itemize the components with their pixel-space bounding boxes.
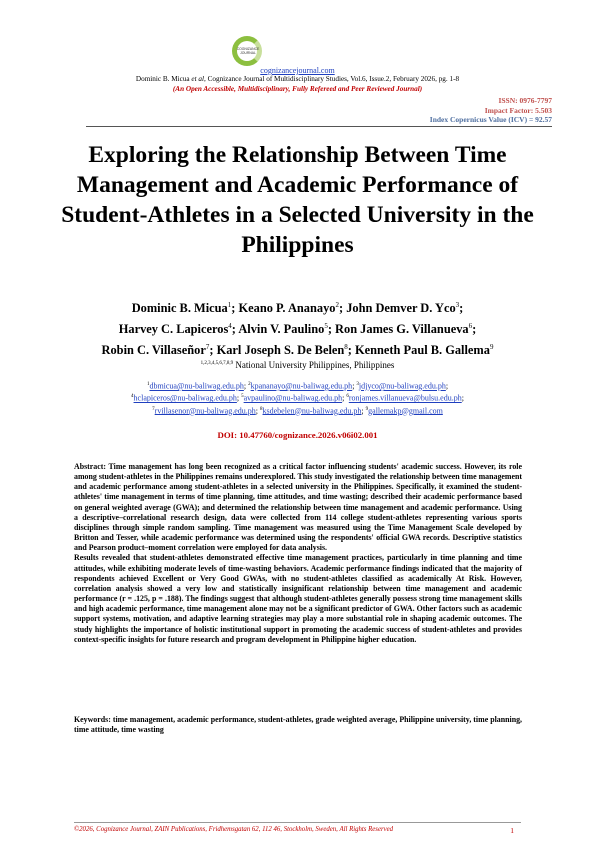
email-sup: 4	[131, 394, 134, 400]
author-sup: 6	[468, 322, 473, 331]
email-link[interactable]: dbmicua@nu-baliwag.edu.ph	[149, 381, 244, 391]
author-name: Alvin V. Paulino	[238, 322, 325, 337]
email-separator: ;	[352, 381, 357, 391]
author-separator: ;	[347, 343, 356, 358]
author-name: Harvey C. Lapiceros	[118, 322, 229, 337]
email-sup: 3	[356, 382, 359, 387]
author-name: Dominic B. Micua	[131, 301, 228, 316]
email-sup: 2	[248, 382, 251, 387]
author-name: Karl Joseph S. De Belen	[216, 343, 345, 358]
abstract-paragraph-2: Results revealed that student-athletes demonstrated effective time management practices, particularly in time planning and time attitudes, while exhibiting moderate levels of time-wasting behaviors. Academic performance findings indicated that the majority of respondents achieved Excellent or Very Good GWAs, with no student-athletes classified as academically At Risk. However, correlation analysis showed a very low and statistically insignificant relationship between time management and academic performance (r = .125, p = .188). The findings suggest that although student-athletes generally possess strong time management skills and high academic performance, time management alone may not be a significant predictor of GWA. Other factors such as academic support systems, motivation, and adaptive learning strategies may play a more substantial role in shaping academic outcomes. The study highlights the importance of holistic institutional support in promoting the academic success of student-athletes and provides context-specific insights for future research and program development in Philippine higher education.	[74, 553, 522, 644]
author-sup: 5	[324, 322, 328, 331]
author-sup: 3	[455, 301, 460, 309]
email-separator: ;	[445, 381, 449, 391]
author-separator: ;	[327, 322, 336, 337]
email-link[interactable]: rvillasenor@nu-baliwag.edu.ph	[154, 406, 256, 416]
open-access-line: (An Open Accessible, Multidisciplinary, Fully Refereed and Peer Reviewed Journal)	[172, 85, 423, 93]
journal-url-link[interactable]: cognizancejournal.com	[260, 66, 335, 75]
author-separator: ;	[459, 301, 464, 316]
email-link[interactable]: avpaulino@nu-baliwag.edu.ph	[243, 393, 343, 403]
abstract	[74, 462, 522, 645]
email-link[interactable]: hclapiceros@nu-baliwag.edu.ph	[133, 393, 237, 403]
cite-etal: et al	[191, 75, 204, 83]
author-separator: ;	[231, 322, 239, 337]
author-sup: 7	[205, 343, 210, 352]
keywords-label: Keywords:	[74, 715, 113, 724]
issn: ISSN: 0976-7797	[498, 96, 552, 105]
citation-line	[0, 75, 595, 83]
abstract-paragraph-1	[74, 462, 522, 553]
email-separator: ;	[243, 381, 249, 391]
affiliation-text: National University Philippines, Philippines	[233, 360, 395, 370]
author-name: Kenneth Paul B. Gallema	[355, 343, 490, 358]
keywords	[74, 715, 522, 735]
email-sup: 1	[146, 382, 150, 387]
email-separator: ;	[361, 406, 366, 416]
footer-divider	[74, 822, 521, 823]
email-sup: 9	[365, 406, 369, 412]
email-separator: ;	[255, 406, 261, 416]
author-sup: 2	[335, 301, 339, 309]
keywords-text: time management, academic performance, student-athletes, grade weighted average, Philippine university, time planning, time attitude, time wasting	[74, 715, 523, 735]
author-sup: 8	[344, 343, 348, 352]
icv-value: Index Copernicus Value (ICV) = 92.57	[429, 115, 552, 124]
author-sup: 4	[228, 322, 232, 331]
author-name: John Demver D. Yco	[346, 301, 456, 316]
email-link[interactable]: kpananayo@nu-baliwag.edu.ph	[250, 381, 353, 391]
doi[interactable]: DOI: 10.47760/cognizance.2026.v06i02.001	[217, 430, 378, 440]
email-sup: 7	[152, 406, 155, 412]
email-separator: ;	[342, 393, 347, 403]
page-number: 1	[510, 826, 514, 835]
author-separator: ;	[338, 301, 347, 316]
email-sup: 8	[260, 406, 263, 412]
logo-text: COGNIZANCE JOURNAL	[236, 47, 260, 55]
cite-rest: , Cognizance Journal of Multidisciplinary Studies, Vol.6, Issue.2, February 2026, pg. 1-8	[204, 75, 460, 83]
author-name: Robin C. Villaseñor	[101, 343, 206, 358]
author-separator: ;	[472, 322, 477, 337]
email-link[interactable]: ronjames.villanueva@bulsu.edu.ph	[348, 393, 462, 403]
author-list	[50, 296, 545, 359]
author-separator: ;	[209, 343, 217, 358]
email-sup: 6	[346, 394, 349, 400]
email-separator: ;	[461, 393, 464, 403]
affiliation	[0, 360, 595, 370]
abstract-text-1: Time management has long been recognized as a critical factor influencing students' academic success. However, its role among student-athletes in the Philippines remains underexplored. This study investigated the relationship between time management and academic performance among student-athletes in a selected university in the Philippines. Specifically, it examined the student-athletes' time management in terms of time planning, time attitudes, and time wasting; described their academic performance based on general weighted average (GWA); and determined the relationship between time management and academic performance. Using a descriptive–correlational research design, data were collected from 114 college student-athletes representing various sports disciplines through simple random sampling. Time management was measured using the Time Management Scale developed by Britton and Tesser, while academic performance was determined using the respondents' official GWA records. Descriptive statistics and Pearson product–moment correlation were employed for data analysis.	[74, 462, 522, 553]
cite-authors: Dominic B. Micua	[135, 75, 190, 83]
author-separator: ;	[231, 301, 239, 316]
email-list	[50, 380, 545, 417]
email-link[interactable]: gallemakp@gmail.com	[368, 406, 443, 416]
journal-url-line	[0, 66, 595, 75]
impact-factor: Impact Factor: 5.503	[484, 106, 552, 115]
email-sup: 5	[241, 394, 244, 400]
abstract-label: Abstract:	[74, 462, 109, 471]
author-name: Ron James G. Villanueva	[335, 322, 469, 337]
journal-logo	[230, 34, 272, 68]
email-link[interactable]: ksdebelen@nu-baliwag.edu.ph	[262, 406, 362, 416]
author-sup: 1	[227, 301, 232, 309]
email-link[interactable]: jdjyco@nu-baliwag.edu.ph	[358, 381, 446, 391]
affiliation-sup: 1,2,3,4,5,6,7,8,9	[200, 361, 234, 366]
header-divider	[86, 126, 552, 127]
author-sup: 9	[489, 343, 494, 352]
paper-title: Exploring the Relationship Between Time Management and Academic Performance of Student-Athletes in a Selected University in the Philippines	[61, 142, 534, 258]
email-separator: ;	[236, 393, 242, 403]
footer-copyright: ©2026, Cognizance Journal, ZAIN Publications, Fridhemsgatan 62, 112 46, Stockholm, Sweden, All Rights Reserved	[74, 826, 394, 833]
author-name: Keano P. Ananayo	[238, 301, 336, 316]
